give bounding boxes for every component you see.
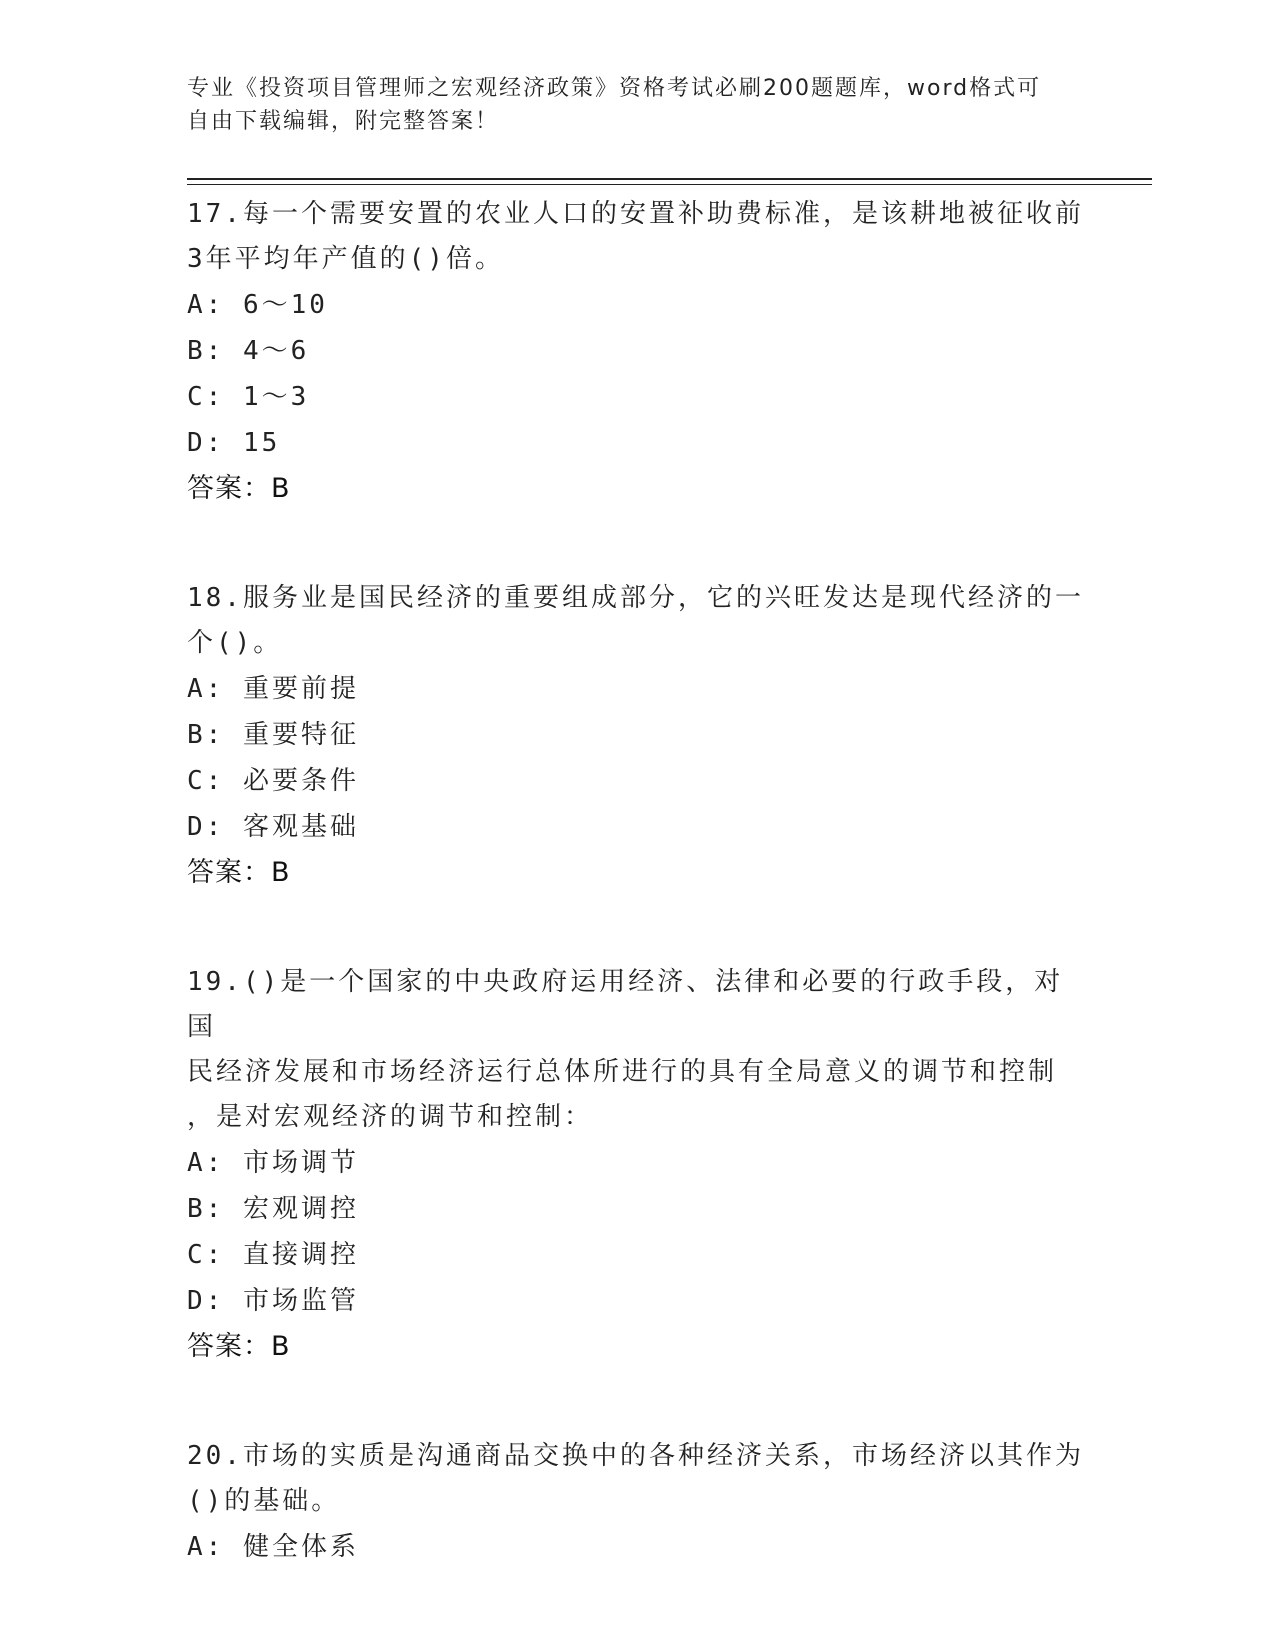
option-c — [187, 758, 1087, 804]
answer-line: 答案：B — [187, 857, 291, 888]
option-value: 重要前提 — [242, 674, 359, 704]
option-value: 1～3 — [242, 382, 310, 412]
option-a — [187, 666, 1087, 712]
header-divider-thick — [187, 178, 1152, 180]
question-text — [187, 1430, 1087, 1524]
option-value: 市场调节 — [242, 1148, 359, 1178]
option-a — [187, 282, 1087, 328]
option-key: B: — [187, 336, 243, 366]
option-value: 健全体系 — [242, 1532, 359, 1562]
option-value: 客观基础 — [242, 812, 359, 842]
option-a — [187, 1140, 1087, 1186]
option-key: A: — [187, 1532, 243, 1562]
question-text-line: ()的基础。 — [187, 1486, 341, 1516]
option-value: 15 — [242, 428, 281, 458]
question-18 — [187, 572, 1087, 896]
question-spacer — [187, 512, 1087, 572]
question-text — [187, 956, 1087, 1140]
option-key: A: — [187, 1148, 243, 1178]
question-text — [187, 572, 1087, 666]
question-text-line: ，是对宏观经济的调节和控制： — [187, 1102, 594, 1132]
question-spacer — [187, 896, 1087, 956]
option-value: 宏观调控 — [242, 1194, 359, 1224]
question-17 — [187, 188, 1087, 512]
option-value: 重要特征 — [242, 720, 359, 750]
answer-line: 答案：B — [187, 473, 291, 504]
option-key: C: — [187, 382, 243, 412]
question-text-line: 17.每一个需要安置的农业人口的安置补助费标准，是该耕地被征收前 — [187, 199, 1084, 229]
option-value: 6～10 — [242, 290, 328, 320]
question-list — [187, 188, 1087, 1570]
option-c — [187, 374, 1087, 420]
header-line-1: 专业《投资项目管理师之宏观经济政策》资格考试必刷200题题库，word格式可 — [187, 76, 1042, 101]
option-key: D: — [187, 812, 243, 842]
option-key: B: — [187, 720, 243, 750]
option-value: 4～6 — [242, 336, 310, 366]
option-value: 直接调控 — [242, 1240, 359, 1270]
question-spacer — [187, 1370, 1087, 1430]
option-b — [187, 712, 1087, 758]
option-b — [187, 1186, 1087, 1232]
question-20 — [187, 1430, 1087, 1570]
option-value: 必要条件 — [242, 766, 359, 796]
question-text-line: 民经济发展和市场经济运行总体所进行的具有全局意义的调节和控制 — [187, 1057, 1058, 1087]
question-text-line: 20.市场的实质是沟通商品交换中的各种经济关系，市场经济以其作为 — [187, 1441, 1084, 1471]
question-text-line: 19.()是一个国家的中央政府运用经济、法律和必要的行政手段，对国 — [187, 967, 1064, 1042]
question-text-line: 3年平均年产值的()倍。 — [187, 244, 504, 274]
question-text-line: 18.服务业是国民经济的重要组成部分，它的兴旺发达是现代经济的一 — [187, 583, 1084, 613]
option-key: D: — [187, 428, 243, 458]
option-b — [187, 328, 1087, 374]
option-d — [187, 420, 1087, 466]
option-d — [187, 804, 1087, 850]
option-key: A: — [187, 290, 243, 320]
header-divider-thin — [187, 184, 1152, 185]
option-d — [187, 1278, 1087, 1324]
option-key: C: — [187, 1240, 243, 1270]
option-key: A: — [187, 674, 243, 704]
option-key: D: — [187, 1286, 243, 1316]
option-key: B: — [187, 1194, 243, 1224]
option-value: 市场监管 — [242, 1286, 359, 1316]
option-key: C: — [187, 766, 243, 796]
question-text-line: 个()。 — [187, 628, 283, 658]
document-header — [187, 72, 1067, 138]
answer-line: 答案：B — [187, 1331, 291, 1362]
question-text — [187, 188, 1087, 282]
question-19 — [187, 956, 1087, 1370]
header-line-2: 自由下载编辑，附完整答案！ — [187, 109, 500, 134]
option-c — [187, 1232, 1087, 1278]
option-a — [187, 1524, 1087, 1570]
